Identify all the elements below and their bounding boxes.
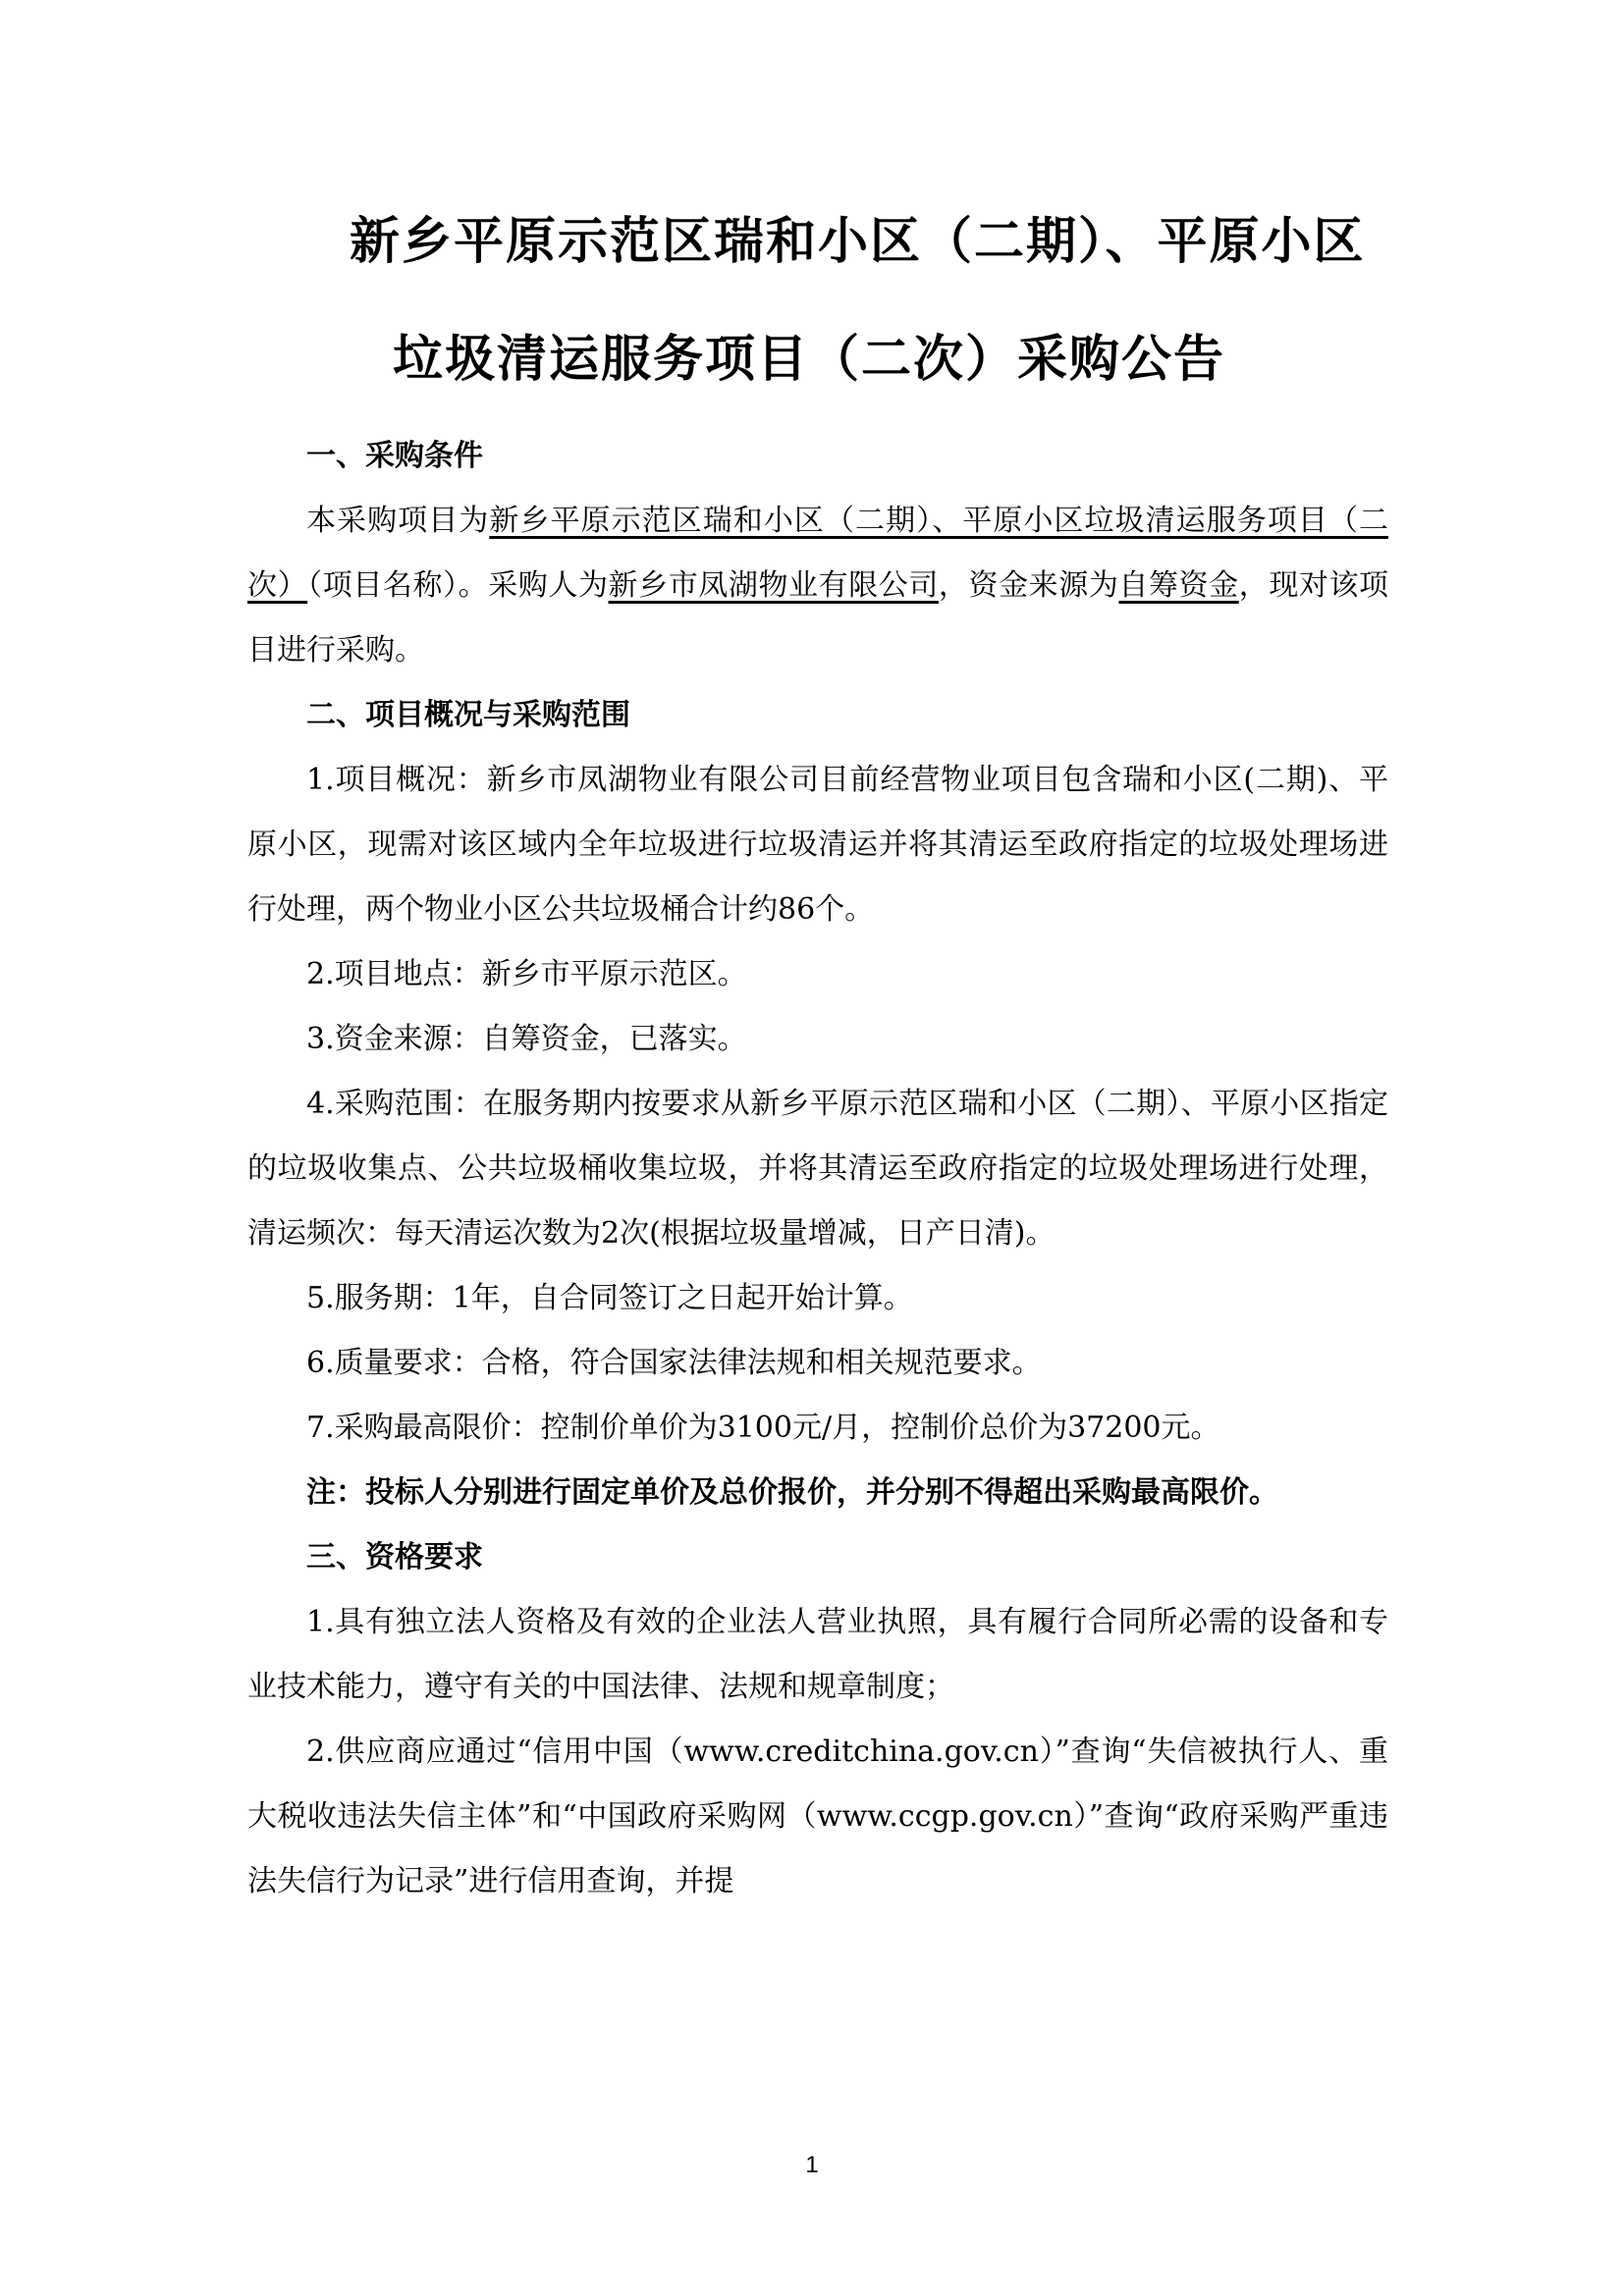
qualification-item-2: 2.供应商应通过“信用中国（www.creditchina.gov.cn）”查询“失信被执行人、重大税收违法失信主体”和“中国政府采购网（www.ccgp.gov.cn）”查询“政府采购严重违法失信行为记录”进行信用查询，并提 bbox=[247, 1735, 1388, 1898]
overview-item-4: 4.采购范围：在服务期内按要求从新乡平原示范区瑞和小区（二期）、平原小区指定的垃圾收集点、公共垃圾桶收集垃圾，并将其清运至政府指定的垃圾处理场进行处理，清运频次：每天清运次数为2次(根据垃圾量增减，日产日清)。 bbox=[247, 1087, 1388, 1251]
purchaser-name: 新乡市凤湖物业有限公司 bbox=[608, 568, 939, 603]
bidding-note: 注：投标人分别进行固定单价及总价报价，并分别不得超出采购最高限价。 bbox=[306, 1475, 1278, 1510]
project-name: 新乡平原示范区瑞和小区（二期）、平原小区垃圾清运服务项目（二次） bbox=[247, 504, 1389, 603]
overview-item-5: 5.服务期：1年，自合同签订之日起开始计算。 bbox=[306, 1281, 913, 1315]
text-segment: ，资金来源为 bbox=[938, 568, 1119, 603]
text-segment: （项目名称）。采购人为 bbox=[307, 568, 609, 603]
document-body bbox=[247, 424, 1388, 1914]
page-number: 1 bbox=[805, 2152, 819, 2178]
procurement-conditions-paragraph bbox=[247, 489, 1388, 683]
section-heading-project-overview: 二、项目概况与采购范围 bbox=[306, 698, 630, 732]
document-title-line-2: 垃圾清运服务项目（二次）采购公告 bbox=[393, 331, 1226, 389]
document-title-line-1: 新乡平原示范区瑞和小区（二期）、平原小区 bbox=[350, 213, 1366, 271]
section-heading-procurement-conditions: 一、采购条件 bbox=[306, 439, 483, 473]
overview-item-2: 2.项目地点：新乡市平原示范区。 bbox=[306, 957, 747, 991]
fund-source: 自筹资金 bbox=[1118, 568, 1239, 603]
overview-item-1: 1.项目概况：新乡市凤湖物业有限公司目前经营物业项目包含瑞和小区(二期)、平原小区，现需对该区域内全年垃圾进行垃圾清运并将其清运至政府指定的垃圾处理场进行处理，两个物业小区公共垃圾桶合计约86个。 bbox=[247, 763, 1388, 927]
overview-item-3: 3.资金来源：自筹资金，已落实。 bbox=[306, 1022, 747, 1056]
text-segment: 本采购项目为 bbox=[306, 504, 490, 538]
section-heading-qualification: 三、资格要求 bbox=[306, 1540, 483, 1575]
text-segment: ，现对该项目进行采购。 bbox=[247, 568, 1389, 667]
overview-item-7: 7.采购最高限价：控制价单价为3100元/月，控制价总价为37200元。 bbox=[306, 1411, 1220, 1445]
overview-item-6: 6.质量要求：合格，符合国家法律法规和相关规范要求。 bbox=[306, 1346, 1042, 1380]
qualification-item-1: 1.具有独立法人资格及有效的企业法人营业执照，具有履行合同所必需的设备和专业技术能力，遵守有关的中国法律、法规和规章制度； bbox=[247, 1605, 1388, 1704]
